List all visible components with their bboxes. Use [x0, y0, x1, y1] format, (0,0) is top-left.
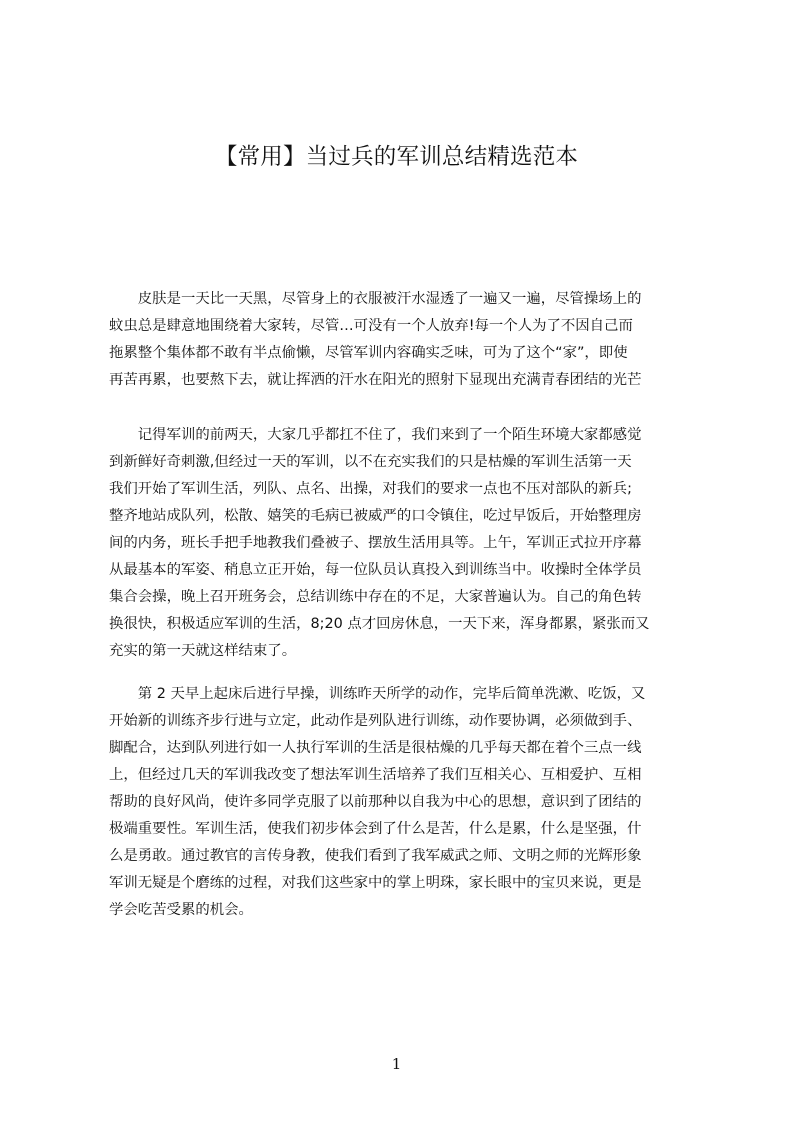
text-line: 充实的第一天就这样结束了。 [109, 643, 297, 659]
paragraph-1 [109, 286, 700, 394]
paragraph-2 [109, 422, 700, 665]
text-line: 整齐地站成队列，松散、嬉笑的毛病已被威严的口令镇住，吃过早饭后，开始整理房 [109, 508, 642, 524]
text-line: 我们开始了军训生活，列队、点名、出操，对我们的要求一点也不压对部队的新兵; [109, 481, 632, 497]
text-line: 集合会操，晚上召开班务会，总结训练中存在的不足，大家普遍认为。自己的角色转 [109, 589, 642, 605]
text-line: 上，但经过几天的军训我改变了想法军训生活培养了我们互相关心、互相爱护、互相 [109, 767, 642, 783]
text-line: 间的内务，班长手把手地教我们叠被子、摆放生活用具等。上午，军训正式拉开序幕 [109, 535, 642, 551]
page-number: 1 [391, 1055, 402, 1073]
paragraph-3 [109, 681, 700, 924]
text-line: 么是勇敢。通过教官的言传身教，使我们看到了我军威武之师、文明之师的光辉形象 [109, 848, 642, 864]
text-line: 从最基本的军姿、稍息立正开始，每一位队员认真投入到训练当中。收操时全体学员 [109, 562, 642, 578]
document-title: 【常用】当过兵的军训总结精选范本 [214, 144, 579, 170]
text-line: 极端重要性。军训生活，使我们初步体会到了什么是苦，什么是累，什么是坚强，什 [109, 821, 642, 837]
text-line: 再苦再累，也要熬下去，就让挥洒的汗水在阳光的照射下显现出充满青春团结的光芒 [109, 372, 642, 388]
text-line: 脚配合，达到队列进行如一人执行军训的生活是很枯燥的几乎每天都在着个三点一线 [109, 740, 642, 756]
text-line: 第 2 天早上起床后进行早操，训练昨天所学的动作，完毕后简单洗漱、吃饭，又 [109, 686, 646, 702]
text-line: 拖累整个集体都不敢有半点偷懒，尽管军训内容确实乏味，可为了这个“家”，即使 [109, 345, 628, 361]
text-line: 开始新的训练齐步行进与立定，此动作是列队进行训练，动作要协调，必须做到手、 [109, 713, 642, 729]
text-line: 军训无疑是个磨练的过程，对我们这些家中的掌上明珠，家长眼中的宝贝来说，更是 [109, 875, 642, 891]
text-line: 到新鲜好奇刺激,但经过一天的军训，以不在充实我们的只是枯燥的军训生活第一天 [109, 454, 632, 470]
text-line: 蚊虫总是肆意地围绕着大家转，尽管…可没有一个人放弃!每一个人为了不因自己而 [109, 318, 633, 334]
text-line: 学会吃苦受累的机会。 [109, 902, 253, 918]
text-line: 换很快，积极适应军训的生活，8;20 点才回房休息，一天下来，浑身都累，紧张而又 [109, 616, 650, 632]
text-line: 记得军训的前两天，大家几乎都扛不住了，我们来到了一个陌生环境大家都感觉 [109, 427, 642, 443]
text-line: 皮肤是一天比一天黑，尽管身上的衣服被汗水湿透了一遍又一遍，尽管操场上的 [109, 291, 642, 307]
text-line: 帮助的良好风尚，使许多同学克服了以前那种以自我为中心的思想，意识到了团结的 [109, 794, 642, 810]
